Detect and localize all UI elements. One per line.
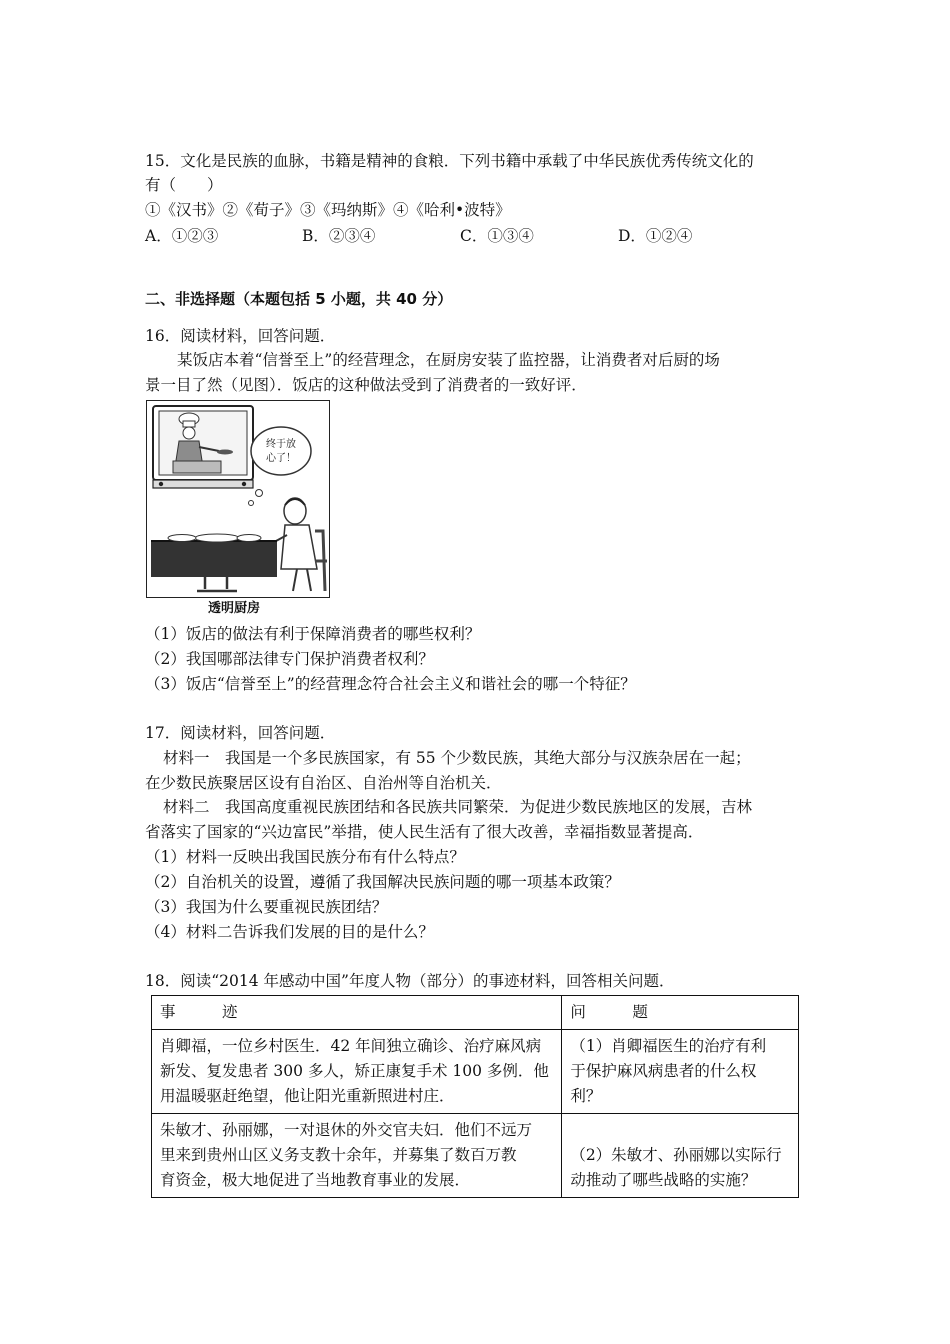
q17-question-1: （1）材料一反映出我国民族分布有什么特点？ — [145, 848, 465, 866]
question-line: 于保护麻风病患者的什么权 — [570, 1062, 757, 1080]
q16-question-2: （2）我国哪部法律专门保护消费者权利？ — [145, 650, 434, 668]
q15-stem-line1: 15．文化是民族的血脉，书籍是精神的食粮．下列书籍中承载了中华民族优秀传统文化的 — [145, 152, 754, 170]
table-row — [152, 1030, 799, 1114]
deed-line: 新发、复发患者 300 多人，矫正康复手术 100 多例．他 — [160, 1062, 549, 1080]
figure-caption: 透明厨房 — [208, 601, 261, 616]
q17-question-4: （4）材料二告诉我们发展的目的是什么？ — [145, 923, 434, 941]
q15-stem-line2: 有（ ） — [145, 176, 223, 194]
header-deeds: 事 迹 — [152, 996, 562, 1030]
question-line: 利？ — [570, 1087, 602, 1105]
question-line — [570, 1118, 790, 1143]
q17-material2-line2: 省落实了国家的“兴边富民”举措，使人民生活有了很大改善，幸福指数显著提高． — [145, 823, 704, 841]
question-line: 动推动了哪些战略的实施？ — [570, 1171, 757, 1189]
q17-material1-line2: 在少数民族聚居区设有自治区、自治州等自治机关． — [145, 774, 502, 792]
deed-line: 里来到贵州山区义务支教十余年，并募集了数百万教 — [160, 1146, 517, 1164]
q15-options — [145, 225, 765, 247]
q16-material-line1: 某饭店本着“信誉至上”的经营理念，在厨房安装了监控器，让消费者对后厨的场 — [177, 351, 720, 369]
deed-line: 育资金，极大地促进了当地教育事业的发展． — [160, 1171, 471, 1189]
deed-line: 肖卿福，一位乡村医生．42 年间独立确诊、治疗麻风病 — [160, 1037, 542, 1055]
q15-option-a: A．①②③ — [145, 227, 219, 245]
q17-question-3: （3）我国为什么要重视民族团结？ — [145, 898, 388, 916]
table-row — [152, 1114, 799, 1198]
q16-intro: 16．阅读材料，回答问题． — [145, 327, 336, 345]
deed-line: 朱敏才、孙丽娜，一对退休的外交官夫妇．他们不远万 — [160, 1121, 533, 1139]
q15-option-c: C．①③④ — [460, 227, 534, 245]
question-line: （1）肖卿福医生的治疗有利 — [570, 1037, 767, 1055]
q17-question-2: （2）自治机关的设置，遵循了我国解决民族问题的哪一项基本政策？ — [145, 873, 620, 891]
deed-line: 用温暖驱赶绝望，他让阳光重新照进村庄． — [160, 1087, 455, 1105]
q17-intro: 17．阅读材料，回答问题． — [145, 724, 336, 742]
question-cell — [562, 1030, 799, 1114]
q17-material1-line1: 材料一 我国是一个多民族国家，有 55 个少数民族，其绝大部分与汉族杂居在一起； — [163, 749, 751, 767]
q16-material-line2: 景一目了然（见图）．饭店的这种做法受到了消费者的一致好评． — [145, 376, 587, 394]
q15-option-d: D．①②④ — [618, 227, 693, 245]
q17-material2-line1: 材料二 我国高度重视民族团结和各民族共同繁荣．为促进少数民族地区的发展，吉林 — [163, 798, 753, 816]
question-line: （2）朱敏才、孙丽娜以实际行 — [570, 1146, 782, 1164]
q15-option-b: B．②③④ — [302, 227, 376, 245]
bubble-text-line2: 心了！ — [266, 453, 296, 464]
q16-question-1: （1）饭店的做法有利于保障消费者的哪些权利？ — [145, 625, 481, 643]
q16-question-3: （3）饭店“信誉至上”的经营理念符合社会主义和谐社会的哪一个特征？ — [145, 675, 636, 693]
deed-cell — [152, 1114, 562, 1198]
bubble-text-line1: 终于放 — [266, 439, 296, 450]
deed-cell — [152, 1030, 562, 1114]
header-questions: 问 题 — [562, 996, 799, 1030]
table-header-row — [152, 996, 799, 1030]
q18-table — [151, 995, 799, 1198]
section-title: 二、非选择题（本题包括 5 小题，共 40 分） — [145, 290, 453, 308]
q15-items: ①《汉书》②《荀子》③《玛纳斯》④《哈利•波特》 — [145, 201, 511, 219]
transparent-kitchen-cartoon — [146, 400, 330, 598]
q18-intro: 18．阅读“2014 年感动中国”年度人物（部分）的事迹材料，回答相关问题． — [145, 972, 675, 990]
question-cell — [562, 1114, 799, 1198]
